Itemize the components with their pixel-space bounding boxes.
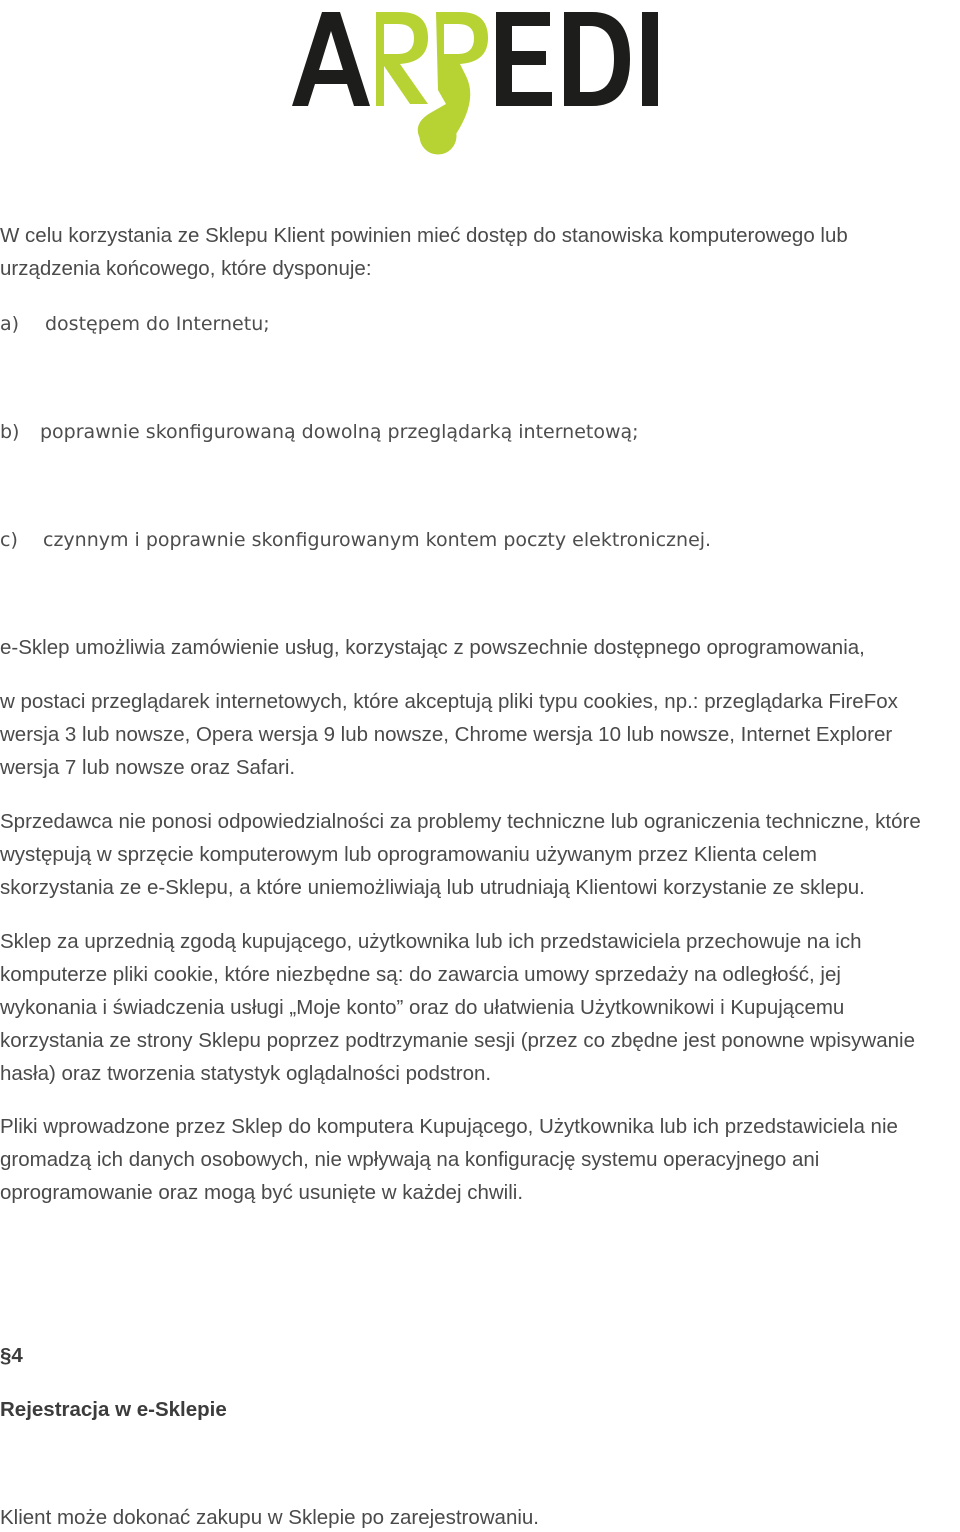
cookies-line-1: Sklep za uprzednią zgodą kupującego, użytkownika lub ich przedstawiciela przechowuje na ich [0,930,862,953]
intro-line-1: W celu korzystania ze Sklepu Klient powinien mieć dostęp do stanowiska komputerowego lub [0,224,848,247]
files-line-2: gromadzą ich danych osobowych, nie wpływają na konfigurację systemu operacyjnego ani [0,1148,820,1171]
seller-line-2: występują w sprzęcie komputerowym lub oprogramowaniu używanym przez Klienta celem [0,843,817,866]
closing-line: Klient może dokonać zakupu w Sklepie po zarejestrowaniu. [0,1506,539,1529]
eshop-line-1: e-Sklep umożliwia zamówienie usług, korzystając z powszechnie dostępnego oprogramowania, [0,636,865,659]
section-number: §4 [0,1344,23,1367]
list-item-text: czynnym i poprawnie skonfigurowanym kontem poczty elektronicznej. [43,529,712,551]
arredi-logo [288,4,672,162]
eshop-line-3: wersja 3 lub nowsze, Opera wersja 9 lub nowsze, Chrome wersja 10 lub nowsze, Internet Explorer [0,723,893,746]
list-item-label: a) [0,313,20,335]
cookies-line-4: korzystania ze strony Sklepu poprzez podtrzymanie sesji (przez co zbędne jest ponowne wpisywanie [0,1029,915,1052]
list-item-c [0,528,711,552]
arredi-logo-mark [288,4,672,162]
intro-line-2: urządzenia końcowego, które dysponuje: [0,257,372,280]
files-line-3: oprogramowanie oraz mogą być usunięte w każdej chwili. [0,1181,524,1204]
section-title: Rejestracja w e-Sklepie [0,1398,227,1421]
cookies-line-2: komputerze pliki cookie, które niezbędne są: do zawarcia umowy sprzedaży na odległość, jej [0,963,841,986]
files-line-1: Pliki wprowadzone przez Sklep do komputera Kupującego, Użytkownika lub ich przedstawiciela nie [0,1115,898,1138]
eshop-line-2: w postaci przeglądarek internetowych, które akceptują pliki typu cookies, np.: przeglądarka FireFox [0,690,898,713]
list-item-b [0,420,639,444]
cookies-line-3: wykonania i świadczenia usługi „Moje konto” oraz do ułatwienia Użytkownikowi i Kupującemu [0,996,845,1019]
list-item-text: poprawnie skonfigurowaną dowolną przeglądarką internetową; [40,421,639,443]
seller-line-3: skorzystania ze e-Sklepu, a które uniemożliwiają lub utrudniają Klientowi korzystanie ze sklepu. [0,876,865,899]
seller-line-1: Sprzedawca nie ponosi odpowiedzialności za problemy techniczne lub ograniczenia techniczne, które [0,810,921,833]
cookies-line-5: hasła) oraz tworzenia statystyk oglądalności podstron. [0,1062,492,1085]
list-item-label: c) [0,529,18,551]
eshop-line-4: wersja 7 lub nowsze oraz Safari. [0,756,296,779]
list-item-label: b) [0,421,20,443]
list-item-text: dostępem do Internetu; [45,313,270,335]
list-item-a [0,312,270,336]
